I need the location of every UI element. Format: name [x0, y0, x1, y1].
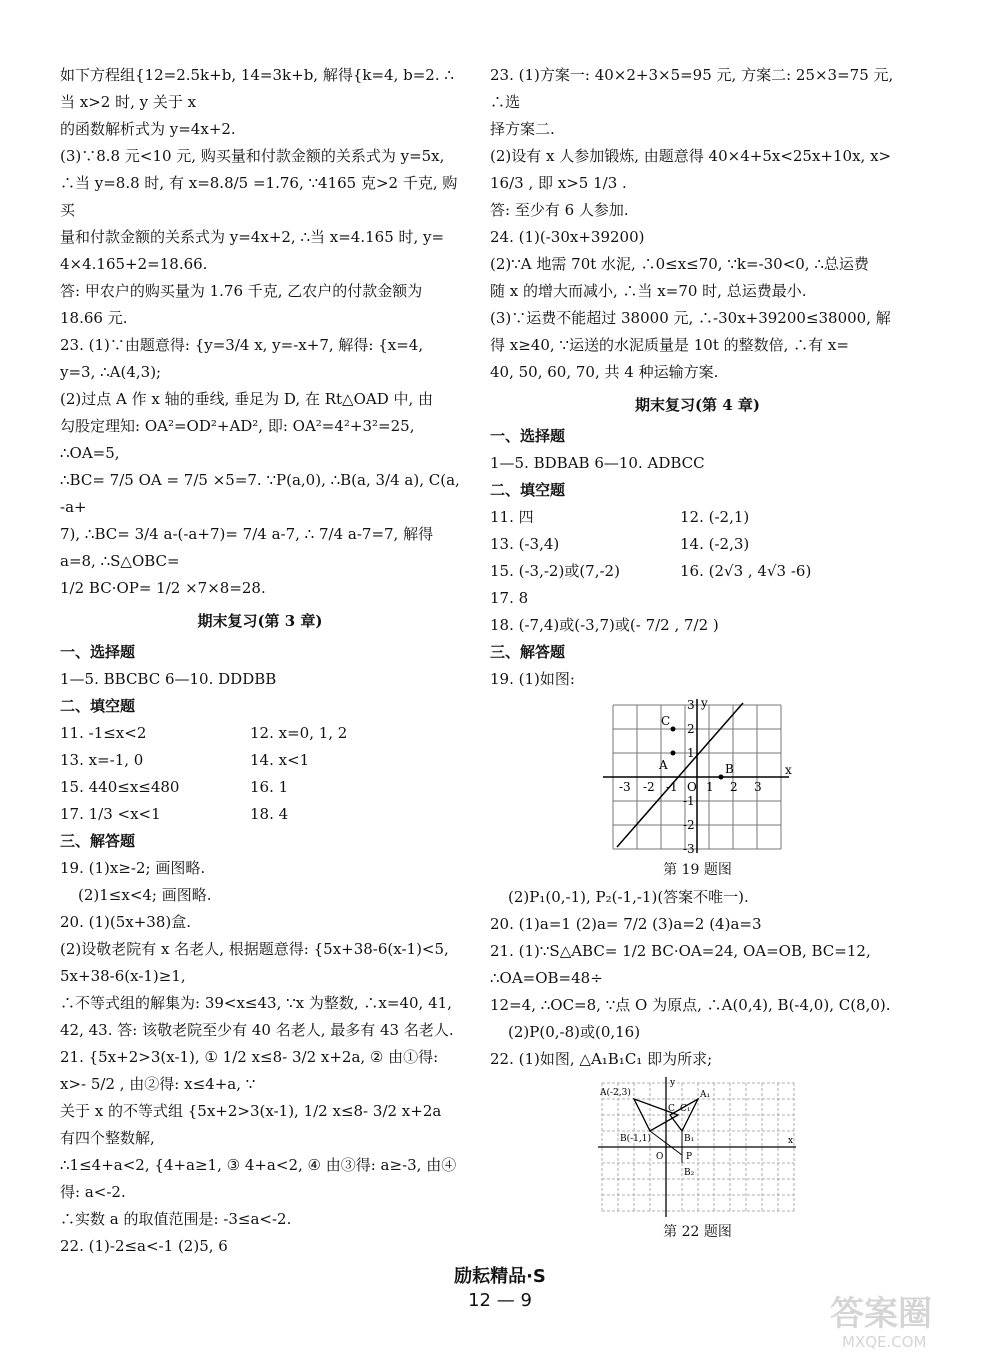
- tick-label: 3: [753, 780, 762, 794]
- point-A: [670, 751, 675, 756]
- brand-logo: 励耘精品·S: [454, 1266, 546, 1287]
- chapter-title: 期末复习(第 3 章): [197, 612, 323, 630]
- answer-cell: 11. -1≤x<2: [60, 724, 147, 742]
- answer-cell: 16. 1: [250, 778, 289, 796]
- text-line: (2)P(0,-8)或(0,16): [508, 1023, 641, 1041]
- text-line: 40, 50, 60, 70, 共 4 种运输方案.: [490, 363, 719, 381]
- text-line: 16/3 , 即 x>5 1/3 .: [490, 174, 627, 192]
- point-B: [718, 775, 723, 780]
- text-line: 19. (1)如图:: [490, 670, 575, 688]
- text-line: 24. (1)(-30x+39200): [490, 228, 645, 246]
- point-label: C: [667, 1104, 675, 1114]
- tick-label: 2: [729, 780, 738, 794]
- answer-cell: 15. 440≤x≤480: [60, 778, 180, 796]
- text-line: 23. (1)方案一: 40×2+3×5=95 元, 方案二: 25×3=75 元, ∴选: [490, 66, 894, 111]
- tick-label: 2: [686, 722, 695, 736]
- point-C: [670, 727, 675, 732]
- section-heading: 一、选择题: [490, 427, 566, 445]
- text-line: 22. (1)如图, △A₁B₁C₁ 即为所求;: [490, 1050, 713, 1068]
- text-line: 的函数解析式为 y=4x+2.: [60, 120, 236, 138]
- answer-line: 1—5. BDBAB 6—10. ADBCC: [490, 454, 705, 472]
- figure-caption: 第 22 题图: [663, 1224, 732, 1240]
- text-line: 19. (1)x≥-2; 画图略.: [60, 859, 206, 877]
- tick-label: O: [686, 780, 697, 794]
- watermark-text: 答案圈: [830, 1294, 932, 1334]
- answer-row: [490, 531, 905, 558]
- point-label: C₁: [679, 1104, 690, 1114]
- tick-label: -3: [618, 780, 631, 794]
- section-heading: 二、填空题: [60, 697, 136, 715]
- text-line: (2)设敬老院有 x 名老人, 根据题意得: {5x+38-6(x-1)<5, 5x+38-6(x-1)≥1,: [60, 940, 449, 985]
- section-heading: 二、填空题: [490, 481, 566, 499]
- answer-cell: 18. 4: [250, 805, 289, 823]
- axis-label: y: [700, 697, 708, 710]
- text-line: ∴不等式组的解集为: 39<x≤43, ∵x 为整数, ∴x=40, 41,: [60, 994, 452, 1012]
- point-label: A(-2,3): [599, 1088, 631, 1098]
- answer-row: [60, 747, 460, 774]
- answer-row: [60, 801, 460, 828]
- point-label: B₂: [683, 1168, 694, 1178]
- tick-label: 3: [686, 698, 695, 712]
- text-line: 20. (1)a=1 (2)a= 7/2 (3)a=2 (4)a=3: [490, 915, 762, 933]
- text-line: ∴当 y=8.8 时, 有 x=8.8/5 =1.76, ∵4165 克>2 千克, 购买: [60, 174, 458, 219]
- point-label: B(-1,1): [619, 1134, 651, 1144]
- answer-cell: 14. x<1: [250, 751, 310, 769]
- chapter-title: 期末复习(第 4 章): [634, 396, 761, 414]
- page-number: 12 — 9: [468, 1290, 532, 1311]
- axis-label: x: [787, 1136, 793, 1146]
- answer-line: 18. (-7,4)或(-3,7)或(- 7/2 , 7/2 ): [490, 616, 719, 634]
- point-label: C: [660, 714, 670, 728]
- text-line: (2)1≤x<4; 画图略.: [78, 886, 212, 904]
- text-line: 4×4.165+2=18.66.: [60, 255, 208, 273]
- point-label: O: [655, 1152, 663, 1162]
- text-line: 量和付款金额的关系式为 y=4x+2, ∴当 x=4.165 时, y=: [60, 228, 445, 246]
- text-line: (3)∵8.8 元<10 元, 购买量和付款金额的关系式为 y=5x,: [60, 147, 445, 165]
- text-line: 23. (1)∵由题意得: {y=3/4 x, y=-x+7, 解得: {x=4, y=3, ∴A(4,3);: [60, 336, 424, 381]
- answer-cell: 12. x=0, 1, 2: [250, 724, 348, 742]
- point-label: B: [724, 762, 734, 776]
- figure-caption: 第 19 题图: [663, 862, 732, 878]
- watermark-url: MXQE.COM: [842, 1333, 927, 1351]
- tick-label: 1: [686, 746, 695, 760]
- text-line: 答: 至少有 6 人参加.: [490, 201, 629, 219]
- watermark-logo: [822, 1283, 972, 1353]
- point-label: B₁: [683, 1134, 694, 1144]
- section-heading: 三、解答题: [490, 643, 566, 661]
- tick-label: -1: [665, 780, 678, 794]
- figure-22: [598, 1077, 798, 1219]
- tick-label: 1: [705, 780, 714, 794]
- point-label: P: [685, 1152, 692, 1162]
- text-line: 20. (1)(5x+38)盒.: [60, 913, 192, 931]
- text-line: (2)过点 A 作 x 轴的垂线, 垂足为 D, 在 Rt△OAD 中, 由: [60, 390, 434, 408]
- text-line: 18.66 元.: [60, 309, 128, 327]
- point-label: A₁: [699, 1090, 710, 1100]
- text-line: ∴实数 a 的取值范围是: -3≤a<-2.: [60, 1210, 292, 1228]
- text-line: 1/2 BC·OP= 1/2 ×7×8=28.: [60, 579, 266, 597]
- answer-cell: 12. (-2,1): [680, 508, 750, 526]
- answer-cell: 13. x=-1, 0: [60, 751, 144, 769]
- answer-cell: 11. 四: [490, 508, 534, 526]
- tick-label: -2: [682, 818, 695, 832]
- text-line: ∴BC= 7/5 OA = 7/5 ×5=7. ∵P(a,0), ∴B(a, 3/4 a), C(a, -a+: [60, 471, 460, 516]
- tick-label: -1: [682, 794, 695, 808]
- text-line: 21. (1)∵S△ABC= 1/2 BC·OA=24, OA=OB, BC=12, ∴OA=OB=48÷: [490, 942, 871, 987]
- right-column: [490, 62, 905, 1246]
- text-line: 得 x≥40, ∵运送的水泥质量是 10t 的整数倍, ∴有 x=: [490, 336, 849, 354]
- text-line: 42, 43. 答: 该敬老院至少有 40 名老人, 最多有 43 名老人.: [60, 1021, 454, 1039]
- tick-label: -2: [642, 780, 655, 794]
- text-line: 关于 x 的不等式组 {5x+2>3(x-1), 1/2 x≤8- 3/2 x+2a 有四个整数解,: [60, 1102, 442, 1147]
- answer-cell: 13. (-3,4): [490, 535, 560, 553]
- answer-line: 1—5. BBCBC 6—10. DDDBB: [60, 670, 277, 688]
- left-column: [60, 62, 460, 1260]
- answer-row: [490, 504, 905, 531]
- text-line: 勾股定理知: OA²=OD²+AD², 即: OA²=4²+3²=25, ∴OA=5,: [60, 417, 415, 462]
- answer-line: 17. 8: [490, 589, 529, 607]
- section-heading: 三、解答题: [60, 832, 136, 850]
- text-line: (2)∵A 地需 70t 水泥, ∴0≤x≤70, ∵k=-30<0, ∴总运费: [490, 255, 869, 273]
- text-line: 12=4, ∴OC=8, ∵点 O 为原点, ∴A(0,4), B(-4,0), C(8,0).: [490, 996, 891, 1014]
- figure-19: [603, 697, 793, 857]
- text-line: 答: 甲农户的购买量为 1.76 千克, 乙农户的付款金额为: [60, 282, 423, 300]
- answer-row: [60, 774, 460, 801]
- text-line: 21. {5x+2>3(x-1), ① 1/2 x≤8- 3/2 x+2a, ② 由①得: x>- 5/2 , 由②得: x≤4+a, ∵: [60, 1048, 439, 1093]
- text-line: ∴1≤4+a<2, {4+a≥1, ③ 4+a<2, ④ 由③得: a≥-3, 由④得: a<-2.: [60, 1156, 457, 1201]
- text-line: (3)∵运费不能超过 38000 元, ∴-30x+39200≤38000, 解: [490, 309, 891, 327]
- text-line: (2)设有 x 人参加锻炼, 由题意得 40×4+5x<25x+10x, x>: [490, 147, 892, 165]
- text-line: 如下方程组{12=2.5k+b, 14=3k+b, 解得{k=4, b=2. ∴当 x>2 时, y 关于 x: [60, 66, 454, 111]
- text-line: (2)P₁(0,-1), P₂(-1,-1)(答案不唯一).: [508, 888, 749, 906]
- answer-row: [490, 558, 905, 585]
- axis-label: x: [784, 763, 792, 777]
- tick-label: -3: [682, 842, 695, 856]
- answer-cell: 16. (2√3 , 4√3 -6): [680, 562, 812, 580]
- answer-cell: 17. 1/3 <x<1: [60, 805, 161, 823]
- answer-cell: 14. (-2,3): [680, 535, 750, 553]
- text-line: 7), ∴BC= 3/4 a-(-a+7)= 7/4 a-7, ∴ 7/4 a-7=7, 解得 a=8, ∴S△OBC=: [60, 525, 434, 570]
- text-line: 择方案二.: [490, 120, 555, 138]
- axis-label: y: [669, 1078, 675, 1088]
- section-heading: 一、选择题: [60, 643, 136, 661]
- point-label: A: [658, 758, 668, 772]
- text-line: 随 x 的增大而减小, ∴当 x=70 时, 总运费最小.: [490, 282, 807, 300]
- answer-cell: 15. (-3,-2)或(7,-2): [490, 562, 620, 580]
- answer-row: [60, 720, 460, 747]
- text-line: 22. (1)-2≤a<-1 (2)5, 6: [60, 1237, 228, 1255]
